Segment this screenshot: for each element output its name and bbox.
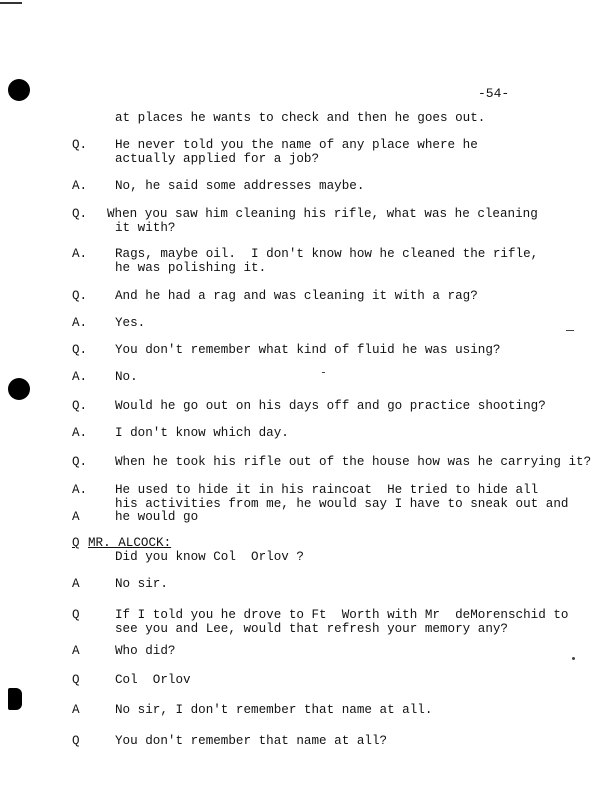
transcript-line: He never told you the name of any place where he	[115, 138, 478, 152]
label-a: A	[72, 577, 80, 591]
speaker-heading-label: Q	[72, 536, 80, 550]
transcript-line: Would he go out on his days off and go practice shooting?	[115, 399, 546, 413]
transcript-line: it with?	[115, 221, 176, 235]
transcript-line: And he had a rag and was cleaning it with a rag?	[115, 289, 478, 303]
transcript-line: If I told you he drove to Ft Worth with Mr deMorenschid to	[115, 608, 569, 622]
speaker-heading-name: MR. ALCOCK:	[88, 536, 172, 550]
transcript-line: actually applied for a job?	[115, 152, 320, 166]
transcript-line: Did you know Col Orlov ?	[115, 550, 304, 564]
transcript-line: see you and Lee, would that refresh your memory any?	[115, 622, 508, 636]
label-q: Q	[72, 673, 80, 687]
label-a: A	[72, 510, 80, 524]
transcript-line: No.	[115, 370, 138, 384]
label-q: Q.	[72, 138, 88, 152]
label-a: A	[72, 703, 80, 717]
transcript-line: he would go	[115, 510, 199, 524]
transcript-line: He used to hide it in his raincoat He tried to hide all	[115, 483, 539, 497]
transcript-line: No sir.	[115, 577, 168, 591]
transcript-line: Who did?	[115, 644, 176, 658]
punch-hole-top	[8, 79, 30, 101]
scan-speck	[322, 372, 325, 373]
label-a: A	[72, 644, 80, 658]
transcript-line: Col Orlov	[115, 673, 191, 687]
scan-speck	[566, 330, 574, 331]
label-q: Q.	[72, 399, 88, 413]
transcript-line: You don't remember what kind of fluid he was using?	[115, 343, 501, 357]
scan-speck	[572, 657, 575, 660]
label-q: Q	[72, 734, 80, 748]
label-q: Q.	[72, 289, 88, 303]
binder-clip-mark	[8, 688, 22, 710]
transcript-line: he was polishing it.	[115, 261, 267, 275]
label-a: A.	[72, 483, 88, 497]
punch-hole-middle	[8, 378, 30, 400]
label-a: A.	[72, 316, 88, 330]
label-a: A.	[72, 247, 88, 261]
label-q: Q.	[72, 455, 88, 469]
transcript-line: When he took his rifle out of the house how was he carrying it?	[115, 455, 592, 469]
label-q: Q.	[72, 207, 88, 221]
transcript-line: Rags, maybe oil. I don't know how he cleaned the rifle,	[115, 247, 539, 261]
transcript-line: Yes.	[115, 316, 146, 330]
transcript-line: his activities from me, he would say I have to sneak out and	[115, 497, 569, 511]
label-a: A.	[72, 179, 88, 193]
transcript-line: When you saw him cleaning his rifle, what was he cleaning	[107, 207, 538, 221]
transcript-line: No sir, I don't remember that name at all.	[115, 703, 433, 717]
transcript-line: I don't know which day.	[115, 426, 289, 440]
label-q: Q.	[72, 343, 88, 357]
label-q: Q	[72, 608, 80, 622]
page-number: -54-	[478, 86, 510, 101]
transcript-line: No, he said some addresses maybe.	[115, 179, 365, 193]
transcript-line: You don't remember that name at all?	[115, 734, 388, 748]
continuation-line: at places he wants to check and then he goes out.	[115, 111, 486, 125]
label-a: A.	[72, 370, 88, 384]
label-a: A.	[72, 426, 88, 440]
corner-mark	[0, 2, 22, 4]
